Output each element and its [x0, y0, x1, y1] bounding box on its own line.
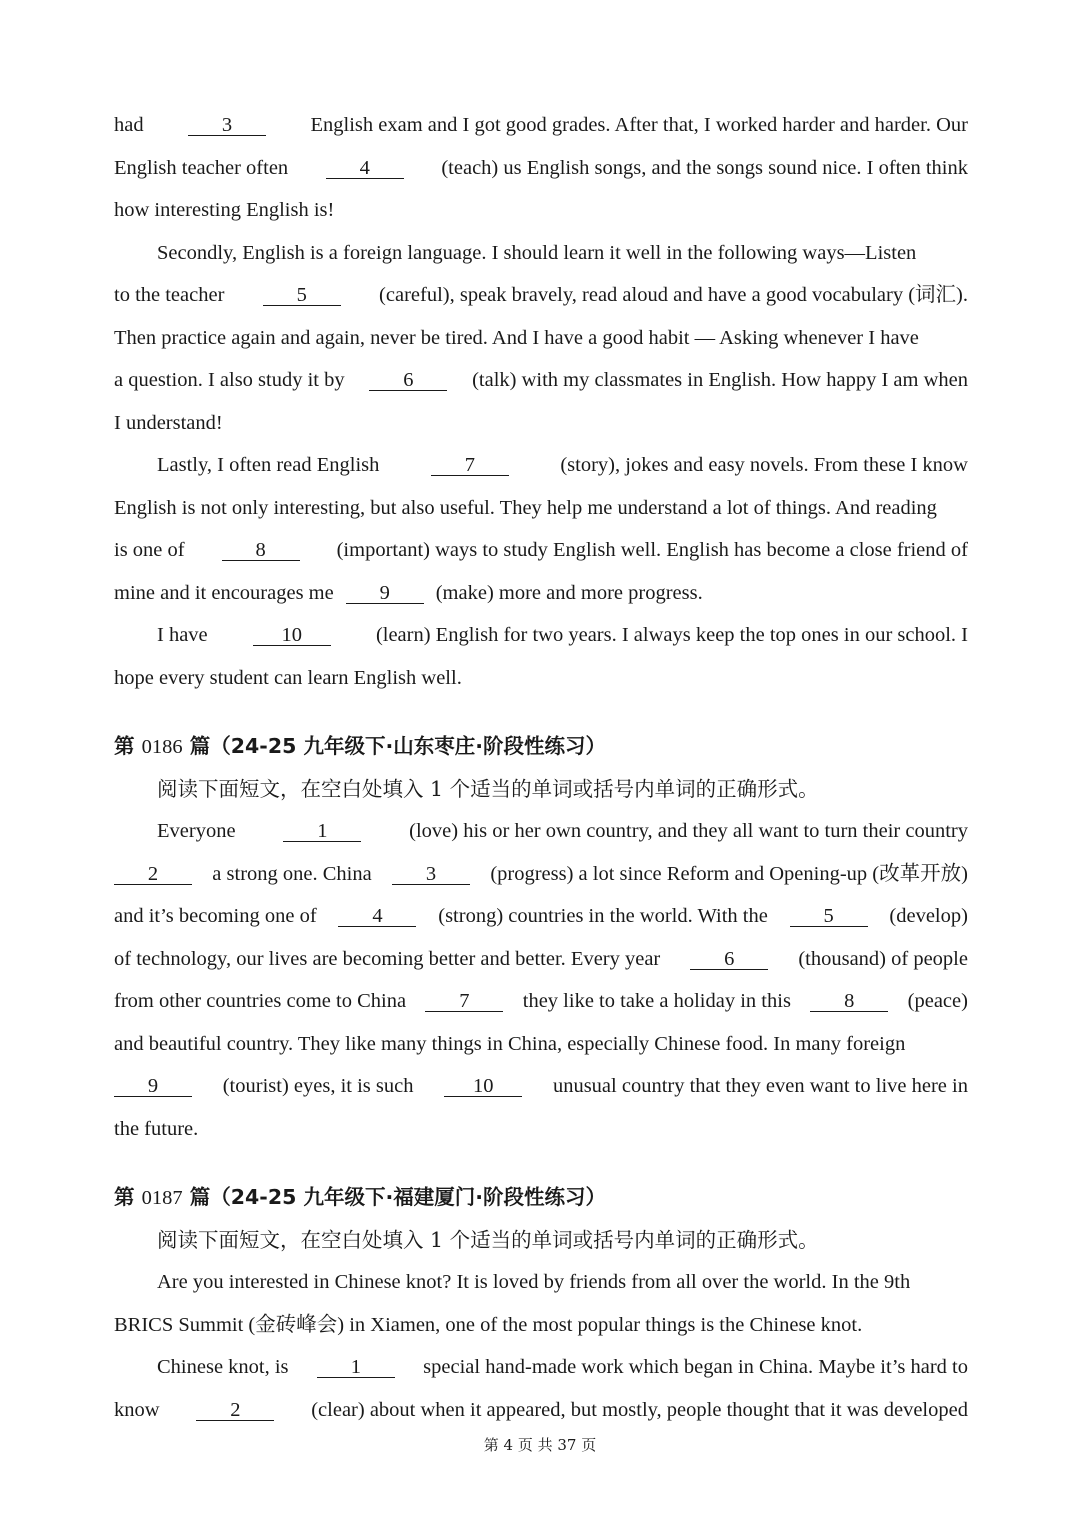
heading-number: 0186: [141, 736, 183, 758]
heading-prefix: 第: [114, 734, 135, 758]
text-segment: special hand-made work which began in China. Maybe it’s hard to: [423, 1356, 968, 1378]
answer-blank: 9: [114, 1076, 192, 1097]
instruction: 阅读下面短文，在空白处填入 1 个适当的单词或括号内单词的正确形式。: [157, 1227, 819, 1252]
answer-blank: 4: [338, 906, 416, 927]
text-line: [114, 895, 968, 938]
text-segment: Everyone: [157, 820, 236, 842]
text-segment: know: [114, 1398, 160, 1421]
instruction: 阅读下面短文，在空白处填入 1 个适当的单词或括号内单词的正确形式。: [157, 776, 819, 801]
text-line: [114, 1065, 968, 1108]
text-segment: a strong one. China: [212, 862, 372, 885]
text-segment: (talk) with my classmates in English. How happy I am when: [472, 369, 968, 391]
text-segment: (develop): [889, 905, 968, 927]
text-segment: how interesting English is!: [114, 199, 335, 221]
text-segment: from other countries come to China: [114, 990, 407, 1012]
answer-blank: 10: [444, 1076, 522, 1097]
text-segment: (peace): [907, 990, 968, 1012]
text-line: [114, 1389, 968, 1432]
text-segment: I have: [157, 624, 208, 646]
text-line: [114, 487, 968, 530]
answer-blank: 2: [196, 1400, 274, 1421]
text-segment: (story), jokes and easy novels. From these I know: [560, 454, 968, 476]
text-line: [114, 529, 968, 572]
text-line: [114, 317, 968, 360]
text-segment: (important) ways to study English well. English has become a close friend of: [336, 539, 968, 561]
text-line: [114, 572, 968, 615]
text-segment: English teacher often: [114, 156, 289, 179]
text-segment: a question. I also study it by: [114, 369, 345, 391]
text-line: [114, 359, 968, 402]
text-line: [114, 1261, 968, 1304]
text-line: [114, 104, 968, 147]
answer-blank: 6: [369, 370, 447, 391]
text-segment: Secondly, English is a foreign language. I should learn it well in the following ways—Listen: [157, 241, 917, 264]
answer-blank: 4: [326, 158, 404, 179]
text-segment: mine and it encourages me: [114, 581, 334, 604]
text-segment: (thousand) of people: [798, 947, 968, 970]
answer-blank: 6: [690, 949, 768, 970]
text-segment: (make) more and more progress.: [435, 581, 703, 604]
text-segment: Are you interested in Chinese knot? It is loved by friends from all over the world. In the 9th: [157, 1271, 911, 1293]
heading-prefix: 第: [114, 1185, 135, 1209]
text-segment: (strong) countries in the world. With the: [438, 905, 768, 927]
text-segment: (learn) English for two years. I always keep the top ones in our school. I: [375, 624, 968, 646]
text-segment: I understand!: [114, 411, 223, 434]
text-segment: to the teacher: [114, 284, 225, 306]
text-segment: (love) his or her own country, and they all want to turn their country: [409, 820, 968, 842]
text-segment: of technology, our lives are becoming better and better. Every year: [114, 947, 661, 970]
heading-source: 篇（24-25 九年级下·山东枣庄·阶段性练习）: [189, 734, 607, 758]
text-segment: and it’s becoming one of: [114, 905, 317, 927]
text-line: [114, 1346, 968, 1389]
text-segment: is one of: [114, 539, 185, 561]
section-heading: [114, 725, 968, 768]
text-line: [114, 1304, 968, 1347]
text-segment: Chinese knot, is: [157, 1356, 289, 1378]
answer-blank: 10: [253, 625, 331, 646]
heading-source: 篇（24-25 九年级下·福建厦门·阶段性练习）: [189, 1185, 607, 1209]
text-segment: and beautiful country. They like many things in China, especially Chinese food. In many foreign: [114, 1032, 906, 1055]
text-line: [114, 232, 968, 275]
text-line: [114, 1108, 968, 1151]
document-page: [114, 104, 968, 1431]
answer-blank: 5: [790, 906, 868, 927]
text-segment: had: [114, 114, 144, 136]
section-heading: [114, 1176, 968, 1219]
text-line: [114, 938, 968, 981]
text-segment: they like to take a holiday in this: [522, 990, 791, 1012]
text-segment: hope every student can learn English well.: [114, 666, 462, 689]
text-segment: BRICS Summit (金砖峰会) in Xiamen, one of the most popular things is the Chinese knot.: [114, 1313, 863, 1336]
answer-blank: 7: [425, 991, 503, 1012]
text-segment: unusual country that they even want to live here in: [552, 1075, 968, 1097]
text-line: [114, 189, 968, 232]
text-segment: English is not only interesting, but also useful. They help me understand a lot of things. And reading: [114, 496, 937, 519]
text-segment: (clear) about when it appeared, but mostly, people thought that it was developed: [311, 1398, 968, 1421]
text-line: [114, 147, 968, 190]
text-line: [114, 980, 968, 1023]
heading-number: 0187: [141, 1187, 183, 1209]
text-line: [114, 402, 968, 445]
text-segment: (progress) a lot since Reform and Opening-up (改革开放): [490, 862, 968, 885]
text-line: [114, 1023, 968, 1066]
answer-blank: 8: [810, 991, 888, 1012]
text-segment: Lastly, I often read English: [157, 454, 380, 476]
answer-blank: 3: [392, 864, 470, 885]
answer-blank: 2: [114, 864, 192, 885]
text-segment: (tourist) eyes, it is such: [222, 1075, 414, 1097]
text-line: [114, 274, 968, 317]
text-segment: Then practice again and again, never be tired. And I have a good habit — Asking whenever I have: [114, 326, 919, 349]
answer-blank: 7: [431, 455, 509, 476]
text-line: [114, 657, 968, 700]
text-line: [114, 444, 968, 487]
answer-blank: 1: [317, 1357, 395, 1378]
answer-blank: 9: [346, 583, 424, 604]
answer-blank: 5: [263, 285, 341, 306]
text-segment: the future.: [114, 1117, 199, 1140]
answer-blank: 1: [283, 821, 361, 842]
answer-blank: 8: [222, 540, 300, 561]
answer-blank: 3: [188, 115, 266, 136]
page-footer: 第 4 页 共 37 页: [483, 1436, 597, 1454]
text-segment: (teach) us English songs, and the songs sound nice. I often think: [441, 156, 968, 179]
text-line: [114, 810, 968, 853]
text-segment: (careful), speak bravely, read aloud and have a good vocabulary (词汇).: [379, 284, 968, 306]
text-line: [114, 614, 968, 657]
text-line: [114, 853, 968, 896]
text-segment: English exam and I got good grades. After that, I worked harder and harder. Our: [310, 114, 968, 136]
